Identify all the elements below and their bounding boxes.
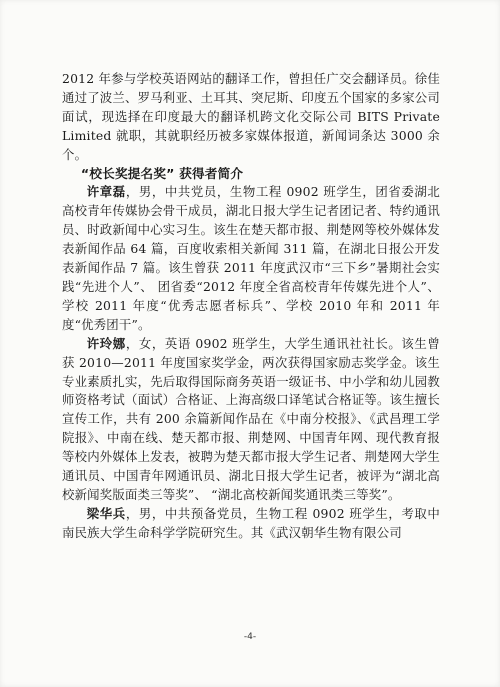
page-number: -4- (243, 632, 257, 642)
bio-text: ，女，英语 0902 班学生，大学生通讯社社长。该生曾获 2010—2011 年度国家奖学金，两次获得国家励志奖学金。该生专业素质扎实，先后取得国际商务英语一级证书、中小学和幼儿园教师资格考试（面试）合格证、上海高级口译笔试合格证等。该生擅长宣传工作，共有 200 余篇新闻作品在《中南分校报》、《武昌理工学院报》、中南在线、楚天都市报、荆楚网、中国青年网、现代教育报等校内外媒体上发表，被聘为楚天都市报大学生记者、荆楚网大学生通讯员、中国青年网通讯员、湖北日报大学生记者，被评为“湖北高校新闻奖版面类三等奖”、 “湖北高校新闻奖通讯类三等奖”。 (62, 335, 440, 502)
bio-text: ，男，中共预备党员，生物工程 0902 班学生，考取中南民族大学生命科学学院研究生。其《武汉朝华生物有限公司 (62, 505, 440, 540)
bio-paragraph (62, 335, 440, 505)
bio-paragraph (62, 505, 440, 543)
person-name: 许章磊 (86, 184, 126, 200)
person-name: 许玲娜 (86, 335, 126, 351)
bio-paragraph (62, 183, 440, 334)
bio-text: ，男，中共党员，生物工程 0902 班学生，团省委湖北高校青年传媒协会骨干成员，湖北日报大学生记者团记者、特约通讯员、时政新闻中心实习生。该生在楚天都市报、荆楚网等校外媒体发表新闻作品 64 篇，百度收索相关新闻 311 篇，在湖北日报公开发表新闻作品 7 篇。该生曾获 2011 年度武汉市“三下乡”暑期社会实践“先进个人”、 团省委“2012 年度全省高校青年传媒先进个人”、学校 2011 年度“优秀志愿者标兵”、学校 2010 年和 2011 年度“优秀团干”。 (62, 184, 440, 332)
person-name: 梁华兵 (86, 505, 126, 521)
document-body (62, 70, 440, 543)
section-heading: “校长奖提名奖” 获得者简介 (80, 165, 244, 181)
continuation-paragraph: 2012 年参与学校英语网站的翻译工作，曾担任广交会翻译员。徐佳通过了波兰、罗马利亚、土耳其、突尼斯、印度五个国家的多家公司面试，现选择在印度最大的翻译机跨文化交际公司 BITS Private Limited 就职，其就职经历被多家媒体报道，新闻词条达 3000 余个。 (62, 71, 440, 162)
